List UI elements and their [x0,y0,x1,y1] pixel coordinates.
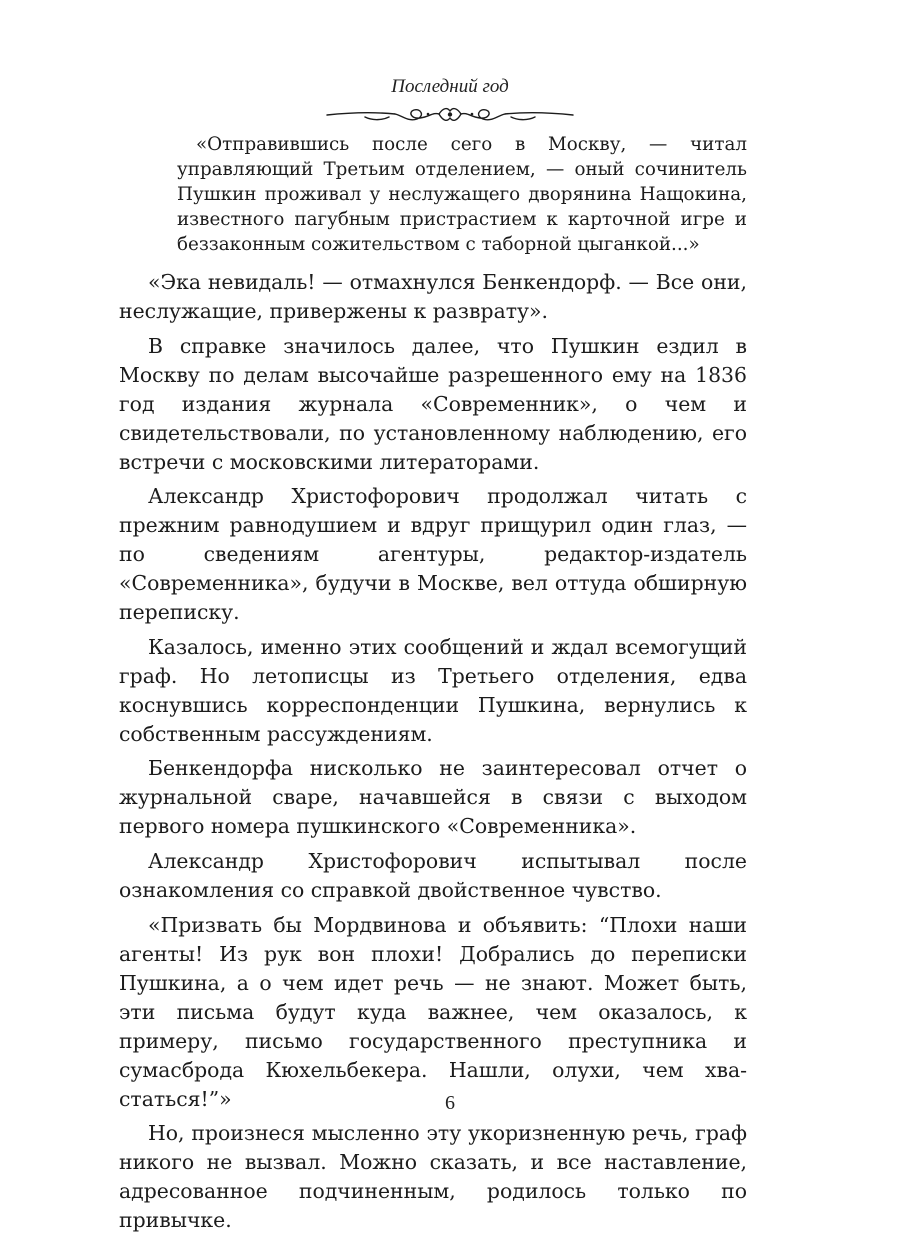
page-number: 6 [445,1092,455,1114]
paragraph: Александр Христофорович испытывал после ознакомления со справкой двойственное чувство. [119,848,747,902]
paragraph: «Призвать бы Мордвинова и объявить: “Плохи наши агенты! Из рук вон плохи! Добрались до переписки Пушкина, а о чем идет речь — не знают. Может быть, эти письма будут куда важнее, чем оказалось, к примеру, письмо государственного преступника и сумасброда Кюхельбекера. Нашли, олухи, чем хвастаться!”» [119,912,747,1111]
paragraph: В справке значилось далее, что Пушкин ездил в Москву по делам высочайше разрешенного ему на 1836 год издания журнала «Современник», о чем и свидетельствовали, по установленному наблюдению, его встречи с московскими литераторами. [119,333,747,474]
paragraph: Бенкендорфа нисколько не заинтересовал отчет о журнальной сваре, начавшейся в связи с выходом первого номера пушкинского «Современника». [119,756,747,839]
paragraph: Александр Христофорович продолжал читать с прежним равнодушием и вдруг прищурил один глаз, — по сведениям агентуры, редактор-издатель «Современника», будучи в Москве, вел оттуда обширную переписку. [119,484,747,625]
paragraph: Казалось, именно этих сообщений и ждал всемогущий граф. Но летописцы из Третьего отделения, едва коснувшись корреспонденции Пушкина, вернулись к собственным рассуждениям. [119,634,747,746]
epigraph-paragraph: «Отправившись после сего в Москву, — читал управляющий Третьим отделением, — оный сочинитель Пушкин проживал у неслужащего дворянина Нащокина, известного пагубным пристрастием к карточной игре и беззаконным сожительством с таборной цыганкой...» [177,134,747,255]
paragraph: Но, произнеся мысленно эту укоризненную речь, граф никого не вызвал. Можно сказать, и все наставление, адресованное подчиненным, родилось только по привычке. [119,1121,747,1233]
running-title: Последний год [391,76,509,97]
paragraph: «Эка невидаль! — отмахнулся Бенкендорф. — Все они, неслужащие, привержены к разврату». [119,270,747,323]
flourish-divider-icon [325,102,575,128]
epigraph-quote [177,132,747,257]
